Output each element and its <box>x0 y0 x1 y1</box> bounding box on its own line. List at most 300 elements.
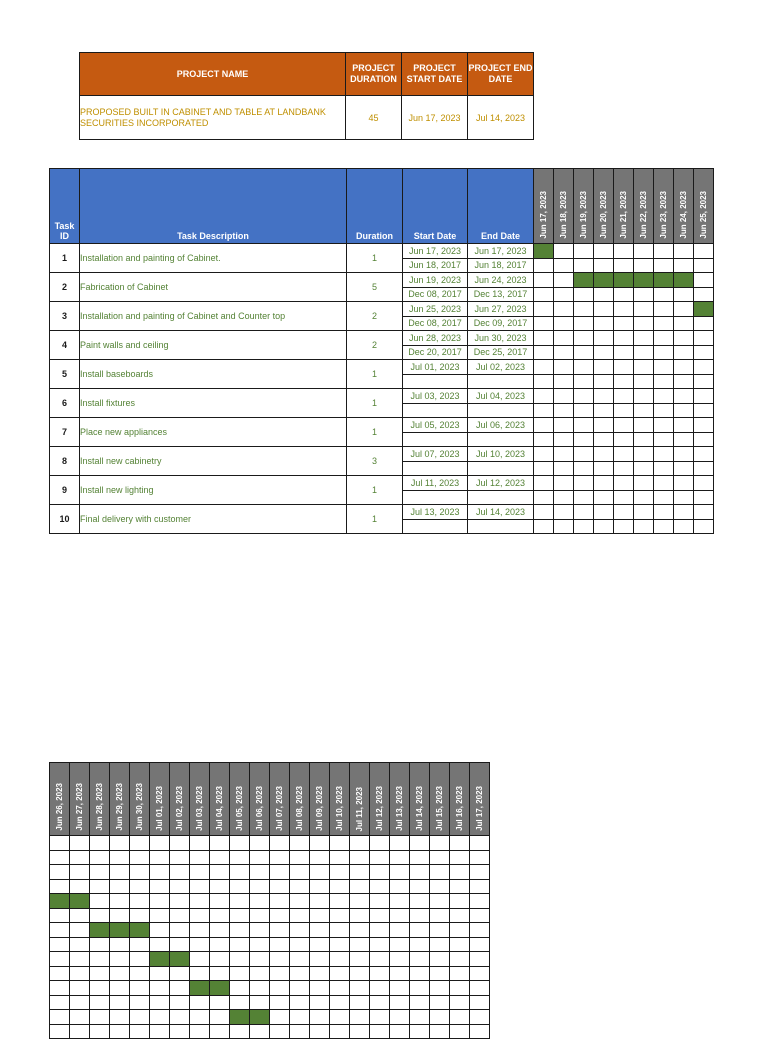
gantt-cell <box>270 981 290 996</box>
gantt-cell <box>674 302 694 317</box>
gantt-cell <box>270 850 290 865</box>
gantt-continuation-row <box>50 908 490 923</box>
gantt-cell <box>390 908 410 923</box>
task-id-header: Task ID <box>50 169 80 244</box>
gantt-cell <box>210 836 230 851</box>
gantt-cell <box>350 865 370 880</box>
gantt-cell <box>150 908 170 923</box>
gantt-cell <box>250 937 270 952</box>
gantt-cell <box>110 937 130 952</box>
gantt-cell <box>614 461 634 476</box>
gantt-continuation-header-row <box>50 763 490 836</box>
gantt-cell <box>50 836 70 851</box>
gantt-cell <box>370 1024 390 1039</box>
gantt-cell <box>330 836 350 851</box>
task-description: Fabrication of Cabinet <box>80 273 347 302</box>
gantt-cell <box>534 403 554 418</box>
date-header <box>594 169 614 244</box>
gantt-cell <box>554 389 574 404</box>
gantt-cell <box>70 865 90 880</box>
gantt-cell <box>230 908 250 923</box>
gantt-cell <box>330 923 350 938</box>
gantt-cell <box>574 403 594 418</box>
gantt-cell <box>90 937 110 952</box>
gantt-cell <box>534 345 554 360</box>
gantt-cell <box>654 316 674 331</box>
gantt-cell <box>230 923 250 938</box>
gantt-cell <box>110 865 130 880</box>
gantt-cell <box>634 287 654 302</box>
gantt-cell <box>410 850 430 865</box>
gantt-cell <box>190 966 210 981</box>
gantt-cell <box>614 316 634 331</box>
gantt-cell <box>390 995 410 1010</box>
gantt-cell <box>190 1010 210 1025</box>
gantt-continuation-row <box>50 937 490 952</box>
gantt-cell <box>190 1024 210 1039</box>
task-id: 8 <box>50 447 80 476</box>
project-name: PROPOSED BUILT IN CABINET AND TABLE AT LANDBANK SECURITIES INCORPORATED <box>80 96 346 140</box>
gantt-cell <box>250 995 270 1010</box>
gantt-cell <box>574 374 594 389</box>
gantt-cell <box>450 981 470 996</box>
gantt-cell <box>634 505 654 520</box>
gantt-cell <box>50 879 70 894</box>
gantt-cell <box>554 345 574 360</box>
gantt-cell <box>230 1024 250 1039</box>
gantt-cell <box>170 894 190 909</box>
gantt-cell <box>554 374 574 389</box>
gantt-cell <box>470 981 490 996</box>
task-row <box>50 331 714 346</box>
gantt-cell <box>594 244 614 259</box>
task-start-date: Jun 19, 2023 <box>403 273 468 288</box>
task-id: 1 <box>50 244 80 273</box>
gantt-cell <box>70 908 90 923</box>
gantt-cell <box>694 505 714 520</box>
gantt-cell <box>574 519 594 534</box>
gantt-cell <box>130 966 150 981</box>
gantt-cell <box>130 850 150 865</box>
gantt-cell <box>330 937 350 952</box>
gantt-cell <box>574 461 594 476</box>
gantt-cell <box>594 302 614 317</box>
task-start-date: Jun 17, 2023 <box>403 244 468 259</box>
gantt-cell <box>410 981 430 996</box>
gantt-cell <box>654 418 674 433</box>
gantt-cell <box>150 894 170 909</box>
gantt-cell <box>694 432 714 447</box>
gantt-cell <box>674 316 694 331</box>
task-end-date: Jul 04, 2023 <box>468 389 534 404</box>
task-id: 2 <box>50 273 80 302</box>
gantt-cell <box>250 908 270 923</box>
gantt-cell <box>90 952 110 967</box>
gantt-cell <box>90 908 110 923</box>
gantt-cell <box>270 1024 290 1039</box>
gantt-cell <box>654 287 674 302</box>
project-duration-header: PROJECT DURATION <box>346 53 402 96</box>
date-header <box>270 763 290 836</box>
gantt-cell <box>390 937 410 952</box>
gantt-cell <box>410 836 430 851</box>
gantt-cell <box>110 966 130 981</box>
gantt-cell <box>654 389 674 404</box>
gantt-cell <box>130 995 150 1010</box>
gantt-cell <box>330 981 350 996</box>
task-end-header: End Date <box>468 169 534 244</box>
gantt-cell <box>410 1010 430 1025</box>
task-duration: 3 <box>347 447 403 476</box>
task-id: 3 <box>50 302 80 331</box>
gantt-cell <box>290 966 310 981</box>
gantt-cell <box>190 995 210 1010</box>
project-summary-table <box>79 52 534 140</box>
task-duration: 1 <box>347 360 403 389</box>
gantt-cell <box>210 908 230 923</box>
date-label: Jun 20, 2023 <box>599 191 608 239</box>
gantt-cell <box>210 865 230 880</box>
gantt-cell <box>330 894 350 909</box>
gantt-cell <box>230 879 250 894</box>
gantt-cell <box>450 1010 470 1025</box>
task-duration-header: Duration <box>347 169 403 244</box>
task-start-date: Jun 28, 2023 <box>403 331 468 346</box>
gantt-cell <box>450 937 470 952</box>
date-label: Jun 18, 2023 <box>559 191 568 239</box>
gantt-cell <box>270 836 290 851</box>
gantt-cell <box>554 331 574 346</box>
gantt-cell <box>450 1024 470 1039</box>
gantt-cell <box>330 1024 350 1039</box>
gantt-cell <box>534 447 554 462</box>
gantt-cell <box>390 879 410 894</box>
gantt-cell <box>110 995 130 1010</box>
gantt-cell <box>614 403 634 418</box>
gantt-cell <box>290 908 310 923</box>
gantt-cell <box>290 981 310 996</box>
gantt-cell <box>554 360 574 375</box>
task-end-date <box>468 519 534 534</box>
gantt-cell <box>634 316 654 331</box>
gantt-cell <box>150 937 170 952</box>
gantt-cell <box>430 995 450 1010</box>
gantt-cell <box>574 490 594 505</box>
gantt-cell <box>614 432 634 447</box>
gantt-cell <box>310 850 330 865</box>
gantt-cell <box>390 966 410 981</box>
gantt-cell <box>674 360 694 375</box>
gantt-cell <box>430 1024 450 1039</box>
date-label: Jun 24, 2023 <box>679 191 688 239</box>
gantt-continuation-row <box>50 966 490 981</box>
gantt-cell <box>230 937 250 952</box>
task-end-date: Jul 14, 2023 <box>468 505 534 520</box>
gantt-cell <box>90 1024 110 1039</box>
date-label: Jul 10, 2023 <box>335 786 344 831</box>
gantt-cell <box>230 894 250 909</box>
gantt-cell <box>594 432 614 447</box>
gantt-cell <box>614 374 634 389</box>
task-duration: 1 <box>347 476 403 505</box>
gantt-cell <box>554 476 574 491</box>
gantt-cell <box>430 908 450 923</box>
gantt-bar <box>110 923 130 938</box>
gantt-cell <box>470 1010 490 1025</box>
gantt-cell <box>370 923 390 938</box>
gantt-cell <box>410 1024 430 1039</box>
gantt-cell <box>290 1010 310 1025</box>
gantt-cell <box>350 879 370 894</box>
gantt-cell <box>674 505 694 520</box>
gantt-continuation-table <box>49 762 490 1039</box>
gantt-cell <box>50 937 70 952</box>
gantt-cell <box>574 447 594 462</box>
gantt-cell <box>534 258 554 273</box>
task-start-date: Dec 08, 2017 <box>403 316 468 331</box>
gantt-cell <box>370 865 390 880</box>
gantt-cell <box>554 302 574 317</box>
gantt-cell <box>170 937 190 952</box>
gantt-cell <box>250 836 270 851</box>
task-row <box>50 273 714 288</box>
gantt-bar <box>130 923 150 938</box>
gantt-cell <box>594 258 614 273</box>
gantt-cell <box>390 1010 410 1025</box>
gantt-cell <box>390 836 410 851</box>
date-label: Jun 29, 2023 <box>115 783 124 831</box>
task-start-date: Jul 07, 2023 <box>403 447 468 462</box>
date-header <box>190 763 210 836</box>
task-end-date: Dec 25, 2017 <box>468 345 534 360</box>
gantt-cell <box>170 923 190 938</box>
gantt-cell <box>210 966 230 981</box>
gantt-cell <box>70 923 90 938</box>
gantt-cell <box>430 894 450 909</box>
gantt-cell <box>170 865 190 880</box>
date-label: Jun 27, 2023 <box>75 783 84 831</box>
gantt-cell <box>70 836 90 851</box>
gantt-cell <box>574 418 594 433</box>
gantt-cell <box>470 908 490 923</box>
task-id: 5 <box>50 360 80 389</box>
gantt-cell <box>190 836 210 851</box>
gantt-cell <box>634 519 654 534</box>
gantt-cell <box>310 1024 330 1039</box>
gantt-cell <box>554 273 574 288</box>
task-description: Install new lighting <box>80 476 347 505</box>
gantt-cell <box>270 894 290 909</box>
gantt-cell <box>410 966 430 981</box>
gantt-cell <box>390 952 410 967</box>
gantt-cell <box>370 908 390 923</box>
gantt-cell <box>90 981 110 996</box>
gantt-cell <box>450 952 470 967</box>
gantt-cell <box>270 879 290 894</box>
gantt-bar <box>230 1010 250 1025</box>
gantt-cell <box>150 865 170 880</box>
gantt-cell <box>190 894 210 909</box>
gantt-cell <box>654 519 674 534</box>
gantt-bar <box>150 952 170 967</box>
project-end: Jul 14, 2023 <box>468 96 534 140</box>
gantt-cell <box>330 966 350 981</box>
gantt-bar <box>50 894 70 909</box>
date-label: Jul 13, 2023 <box>395 786 404 831</box>
gantt-cell <box>694 389 714 404</box>
gantt-cell <box>410 894 430 909</box>
gantt-bar <box>694 302 714 317</box>
gantt-cell <box>370 1010 390 1025</box>
gantt-cell <box>350 1024 370 1039</box>
task-end-date: Jun 27, 2023 <box>468 302 534 317</box>
gantt-cell <box>250 952 270 967</box>
gantt-cell <box>270 923 290 938</box>
gantt-cell <box>310 937 330 952</box>
task-start-date: Dec 20, 2017 <box>403 345 468 360</box>
date-label: Jul 12, 2023 <box>375 786 384 831</box>
gantt-cell <box>90 850 110 865</box>
gantt-cell <box>110 879 130 894</box>
gantt-continuation-row <box>50 894 490 909</box>
gantt-cell <box>350 850 370 865</box>
gantt-cell <box>614 490 634 505</box>
gantt-cell <box>70 981 90 996</box>
gantt-cell <box>150 966 170 981</box>
gantt-cell <box>350 966 370 981</box>
gantt-cell <box>450 879 470 894</box>
gantt-cell <box>694 258 714 273</box>
gantt-cell <box>654 461 674 476</box>
gantt-continuation-row <box>50 836 490 851</box>
gantt-cell <box>70 966 90 981</box>
date-header <box>70 763 90 836</box>
date-label: Jul 01, 2023 <box>155 786 164 831</box>
gantt-cell <box>634 331 654 346</box>
task-description: Install baseboards <box>80 360 347 389</box>
date-label: Jun 23, 2023 <box>659 191 668 239</box>
gantt-cell <box>190 937 210 952</box>
gantt-cell <box>170 836 190 851</box>
gantt-cell <box>210 923 230 938</box>
task-end-date: Jun 24, 2023 <box>468 273 534 288</box>
gantt-cell <box>634 302 654 317</box>
gantt-cell <box>250 966 270 981</box>
gantt-cell <box>210 995 230 1010</box>
gantt-cell <box>230 836 250 851</box>
gantt-cell <box>654 258 674 273</box>
gantt-cell <box>190 923 210 938</box>
date-label: Jun 30, 2023 <box>135 783 144 831</box>
gantt-cell <box>90 836 110 851</box>
gantt-cell <box>210 879 230 894</box>
gantt-cell <box>554 432 574 447</box>
gantt-cell <box>70 937 90 952</box>
date-header <box>350 763 370 836</box>
gantt-cell <box>310 923 330 938</box>
gantt-bar <box>574 273 594 288</box>
date-label: Jul 11, 2023 <box>355 786 364 831</box>
gantt-cell <box>654 374 674 389</box>
gantt-cell <box>574 302 594 317</box>
gantt-cell <box>170 850 190 865</box>
gantt-cell <box>554 490 574 505</box>
gantt-cell <box>310 995 330 1010</box>
gantt-cell <box>430 981 450 996</box>
gantt-cell <box>634 258 654 273</box>
date-label: Jul 05, 2023 <box>235 786 244 831</box>
task-id: 7 <box>50 418 80 447</box>
gantt-cell <box>470 1024 490 1039</box>
gantt-cell <box>170 966 190 981</box>
gantt-cell <box>614 519 634 534</box>
gantt-cell <box>614 360 634 375</box>
gantt-cell <box>130 879 150 894</box>
task-end-date: Jun 30, 2023 <box>468 331 534 346</box>
gantt-cell <box>674 345 694 360</box>
gantt-cell <box>150 1024 170 1039</box>
gantt-cell <box>310 981 330 996</box>
gantt-cell <box>674 490 694 505</box>
date-header <box>470 763 490 836</box>
task-end-date: Jul 12, 2023 <box>468 476 534 491</box>
gantt-cell <box>594 418 614 433</box>
gantt-cell <box>130 937 150 952</box>
gantt-cell <box>170 1024 190 1039</box>
gantt-cell <box>250 850 270 865</box>
gantt-cell <box>390 865 410 880</box>
gantt-cell <box>594 389 614 404</box>
gantt-cell <box>50 1024 70 1039</box>
gantt-cell <box>70 850 90 865</box>
gantt-cell <box>470 865 490 880</box>
date-header <box>674 169 694 244</box>
gantt-cell <box>130 894 150 909</box>
gantt-cell <box>90 1010 110 1025</box>
date-header <box>430 763 450 836</box>
gantt-cell <box>110 1010 130 1025</box>
gantt-cell <box>290 952 310 967</box>
gantt-cell <box>330 952 350 967</box>
gantt-cell <box>534 287 554 302</box>
gantt-cell <box>674 519 694 534</box>
date-label: Jul 03, 2023 <box>195 786 204 831</box>
gantt-cell <box>694 374 714 389</box>
date-header <box>290 763 310 836</box>
gantt-cell <box>310 966 330 981</box>
project-end-header: PROJECT END DATE <box>468 53 534 96</box>
gantt-cell <box>614 287 634 302</box>
gantt-cell <box>614 302 634 317</box>
gantt-cell <box>390 1024 410 1039</box>
gantt-cell <box>410 995 430 1010</box>
gantt-cell <box>370 836 390 851</box>
gantt-cell <box>554 258 574 273</box>
task-end-date: Jul 10, 2023 <box>468 447 534 462</box>
gantt-cell <box>654 302 674 317</box>
gantt-cell <box>350 981 370 996</box>
gantt-cell <box>370 879 390 894</box>
gantt-cell <box>190 908 210 923</box>
task-row <box>50 505 714 520</box>
task-end-date: Jul 06, 2023 <box>468 418 534 433</box>
gantt-cell <box>470 836 490 851</box>
task-end-date <box>468 461 534 476</box>
gantt-cell <box>674 287 694 302</box>
gantt-cell <box>594 476 614 491</box>
task-row <box>50 244 714 259</box>
gantt-cell <box>250 894 270 909</box>
